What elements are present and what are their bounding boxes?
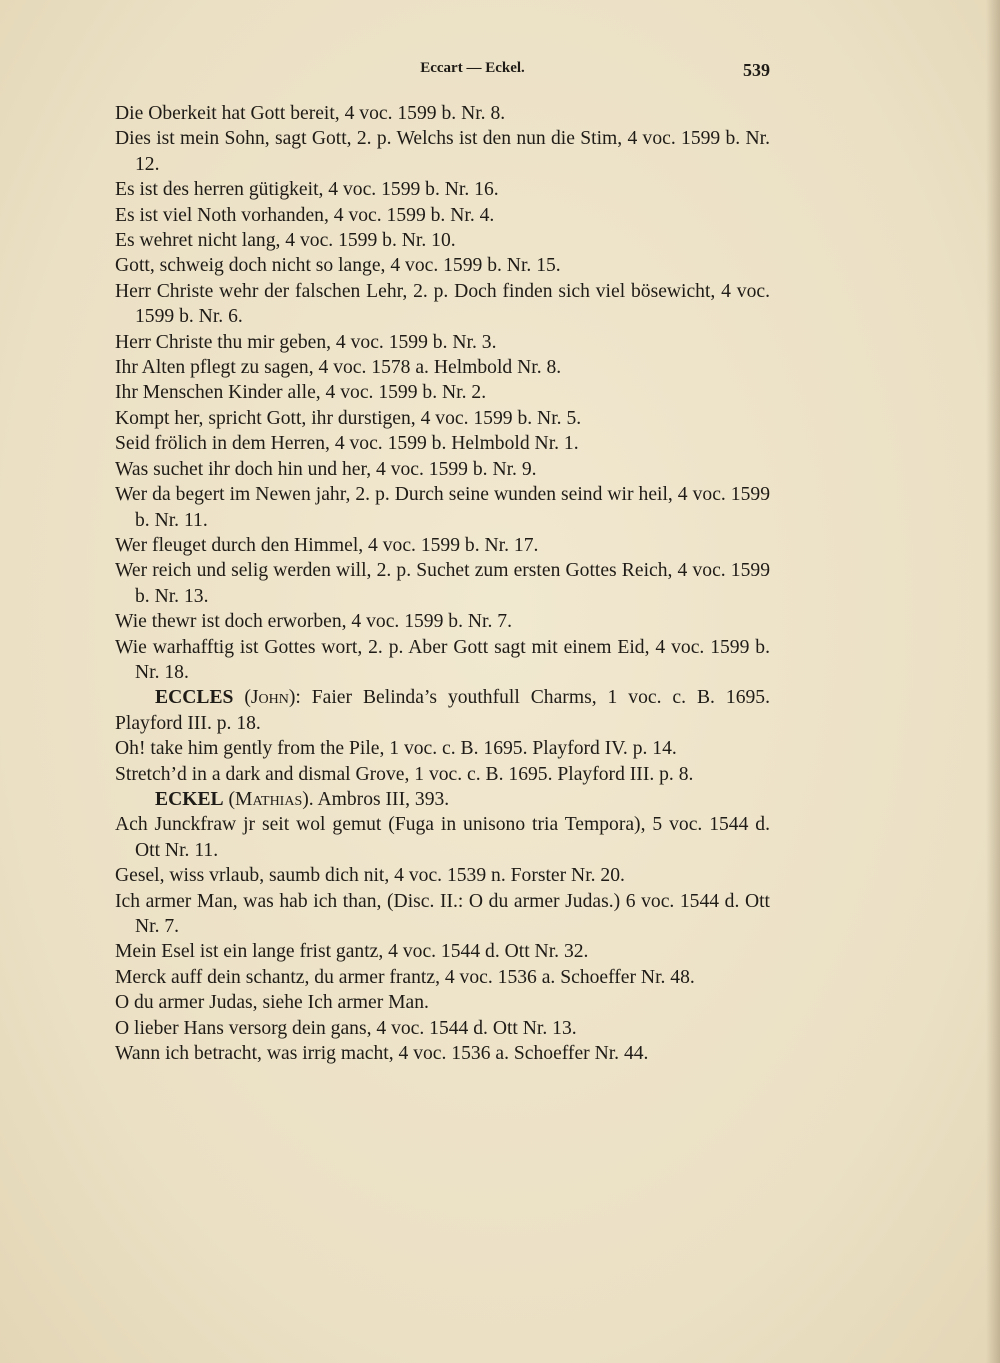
page-body — [115, 101, 770, 1066]
composer-eckel — [115, 787, 770, 1066]
list-item: Ihr Alten pflegt zu sagen, 4 voc. 1578 a. Helmbold Nr. 8. — [115, 357, 562, 379]
list-item: Wer da begert im Newen jahr, 2. p. Durch seine wunden seind wir heil, 4 voc. 1599 b. Nr. 11. — [115, 484, 770, 531]
list-item: O du armer Judas, siehe Ich armer Man. — [115, 992, 429, 1014]
list-item: Mein Esel ist ein lange frist gantz, 4 voc. 1544 d. Ott Nr. 32. — [115, 941, 589, 963]
list-item: Ach Junckfraw jr seit wol gemut (Fuga in unisono tria Tempora), 5 voc. 1544 d. Ott Nr. 11. — [115, 814, 770, 861]
list-item: Wie warhafftig ist Gottes wort, 2. p. Aber Gott sagt mit einem Eid, 4 voc. 1599 b. Nr. 18. — [115, 636, 770, 683]
composer-lead-text: . Ambros III, 393. — [308, 788, 450, 810]
list-item: Die Oberkeit hat Gott bereit, 4 voc. 1599 b. Nr. 8. — [115, 103, 506, 124]
list-item: Es ist viel Noth vorhanden, 4 voc. 1599 b. Nr. 4. — [115, 204, 495, 226]
list-item: Es ist des herren gütigkeit, 4 voc. 1599 b. Nr. 16. — [115, 179, 499, 201]
list-item: Ich armer Man, was hab ich than, (Disc. II.: O du armer Judas.) 6 voc. 1544 d. Ott Nr. 7. — [115, 890, 770, 937]
composer-name: ECCLES — [155, 687, 234, 709]
list-item: Kompt her, spricht Gott, ihr durstigen, 4 voc. 1599 b. Nr. 5. — [115, 407, 582, 429]
page-header — [115, 60, 770, 86]
composer-given-name: (Mathias) — [228, 788, 309, 810]
list-item: Wann ich betracht, was irrig macht, 4 voc. 1536 a. Schoeffer Nr. 44. — [115, 1043, 649, 1065]
list-item: Wie thewr ist doch erworben, 4 voc. 1599 b. Nr. 7. — [115, 611, 512, 633]
list-item: Wer reich und selig werden will, 2. p. Suchet zum ersten Gottes Reich, 4 voc. 1599 b. Nr. 13. — [115, 560, 770, 607]
running-head: Eccart — Eckel. — [420, 60, 525, 76]
composer-heading — [115, 685, 770, 736]
list-item: Dies ist mein Sohn, sagt Gott, 2. p. Welchs ist den nun die Stim, 4 voc. 1599 b. Nr. 12. — [115, 128, 770, 175]
list-item: Merck auff dein schantz, du armer frantz, 4 voc. 1536 a. Schoeffer Nr. 48. — [115, 966, 695, 988]
list-item: Es wehret nicht lang, 4 voc. 1599 b. Nr. 10. — [115, 230, 456, 252]
list-item: Stretch’d in a dark and dismal Grove, 1 voc. c. B. 1695. Playford III. p. 8. — [115, 763, 694, 785]
composer-given-name: (John) — [244, 687, 296, 709]
list-item: Oh! take him gently from the Pile, 1 voc. c. B. 1695. Playford IV. p. 14. — [115, 738, 677, 760]
list-item: Gott, schweig doch nicht so lange, 4 voc. 1599 b. Nr. 15. — [115, 255, 561, 277]
list-item: Seid frölich in dem Herren, 4 voc. 1599 b. Helmbold Nr. 1. — [115, 433, 579, 455]
list-item: Wer fleuget durch den Himmel, 4 voc. 1599 b. Nr. 17. — [115, 534, 539, 556]
list-item: O lieber Hans versorg dein gans, 4 voc. 1544 d. Ott Nr. 13. — [115, 1017, 577, 1039]
list-item: Herr Christe wehr der falschen Lehr, 2. p. Doch finden sich viel bösewicht, 4 voc. 1599 b. Nr. 6. — [115, 280, 770, 328]
list-item: Gesel, wiss vrlaub, saumb dich nit, 4 voc. 1539 n. Forster Nr. 20. — [115, 865, 625, 887]
composer-eccles — [115, 685, 770, 787]
list-item: Was suchet ihr doch hin und her, 4 voc. 1599 b. Nr. 9. — [115, 458, 537, 480]
page-number: 539 — [743, 60, 770, 80]
composer-name: ECKEL — [155, 788, 224, 810]
composer-lead-text: : Faier Belinda’s youthfull Charms, 1 voc. c. B. 1695. Playford III. p. 18. — [115, 687, 770, 734]
list-item: Herr Christe thu mir geben, 4 voc. 1599 b. Nr. 3. — [115, 331, 497, 353]
list-item: Ihr Menschen Kinder alle, 4 voc. 1599 b. Nr. 2. — [115, 382, 487, 404]
composer-heading — [115, 787, 770, 812]
